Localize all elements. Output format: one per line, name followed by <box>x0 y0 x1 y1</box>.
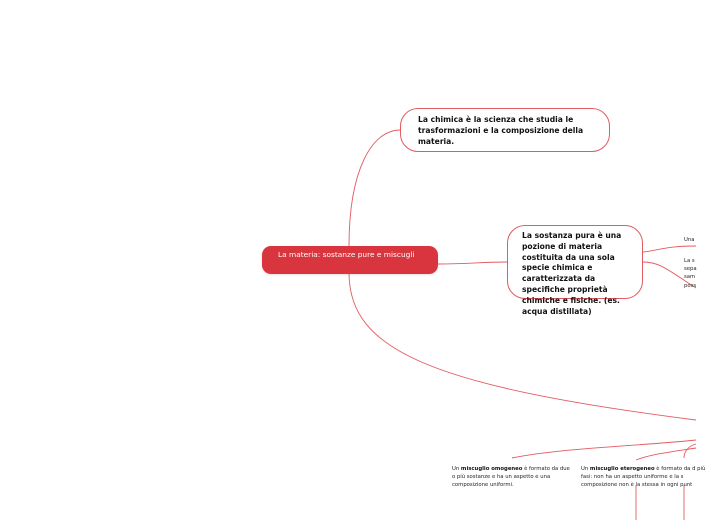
subtopic-right-1[interactable] <box>684 236 724 244</box>
topic-chimica[interactable] <box>400 108 610 152</box>
omogeneo-definition: è formato da due o più sostanze e ha un aspetto e una composizione uniformi. <box>452 466 570 489</box>
connector-sostanza-to-child1 <box>643 246 696 252</box>
omogeneo-prefix: Un <box>452 466 461 472</box>
subtopic-right-1-label: Una <box>684 237 695 243</box>
connector-miscugli-to-right <box>684 444 696 458</box>
connector-miscugli-to-omogeneo <box>512 440 696 458</box>
topic-chimica-label: La chimica è la scienza che studia le trasformazioni e la composizione della materia. <box>418 115 584 146</box>
subtopic-right-2-line: sam <box>684 274 696 281</box>
subtopic-right-2[interactable] <box>684 257 724 290</box>
topic-sostanza-pura-label: La sostanza pura è una pozione di materia costituita da una sola specie chimica e caratterizzata da specifiche proprietà chimiche e fisiche. (es. acqua distillata) <box>522 231 622 316</box>
subtopic-miscuglio-eterogeneo[interactable] <box>581 465 711 490</box>
topic-sostanza-pura[interactable] <box>507 225 643 316</box>
omogeneo-term: miscuglio omogeneo <box>460 466 523 472</box>
central-topic[interactable] <box>262 246 438 274</box>
eterogeneo-prefix: Un <box>581 466 590 472</box>
subtopic-right-2-line: poss <box>684 282 697 289</box>
connector-central-to-sostanza-pura <box>438 262 507 264</box>
central-topic-label: La materia: sostanze pure e miscugli <box>278 250 415 259</box>
eterogeneo-term: miscuglio eterogeneo <box>589 466 655 472</box>
eterogeneo-definition: è formato da d più fasi: non ha un aspetto uniforme e la s composizione non è la stessa in ogni punt <box>581 466 706 489</box>
subtopic-right-2-line: La s <box>684 258 695 264</box>
connector-central-to-chimica <box>349 130 400 246</box>
subtopic-right-2-line: sepa <box>684 266 697 273</box>
subtopic-miscuglio-omogeneo[interactable] <box>452 465 572 490</box>
